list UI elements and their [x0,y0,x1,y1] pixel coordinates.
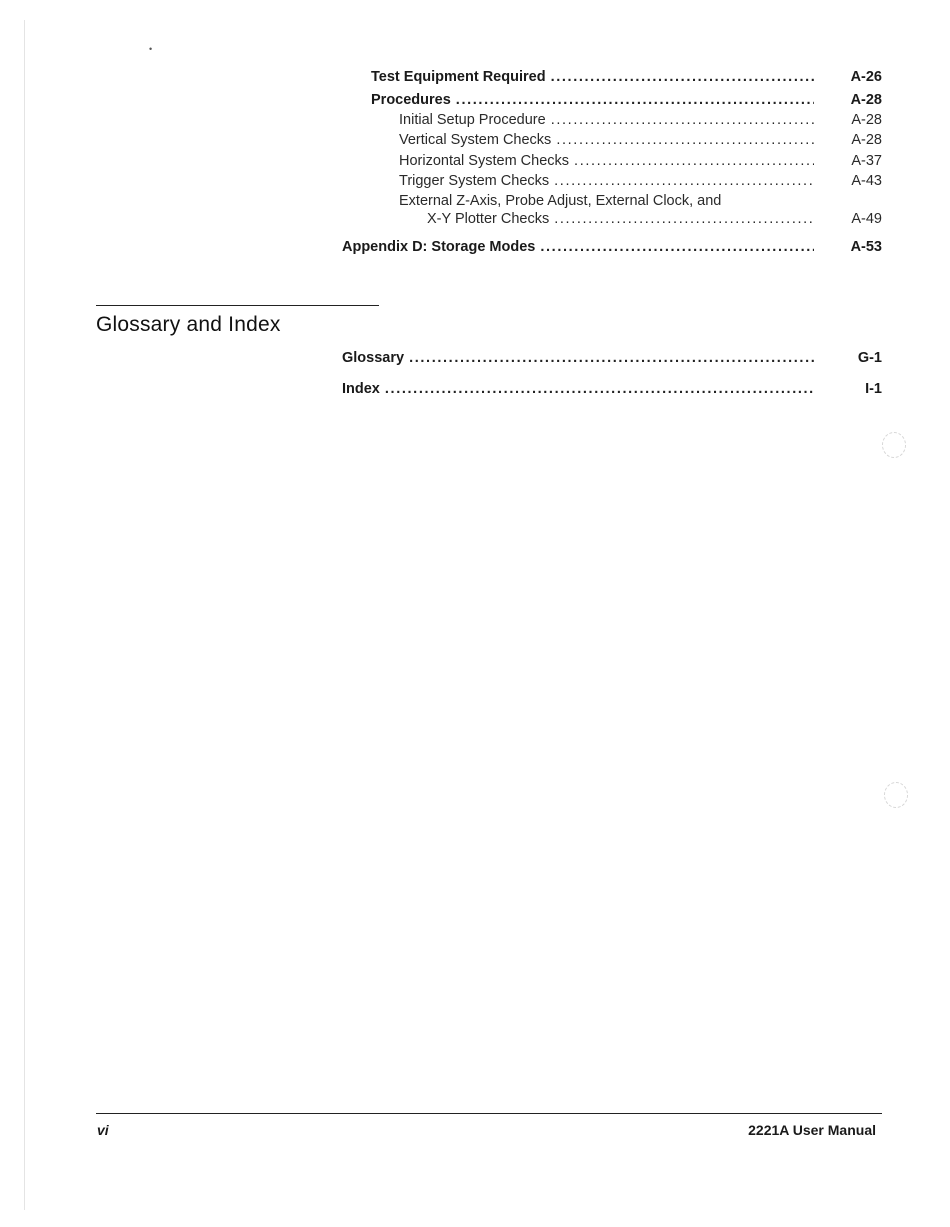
dot-leader [456,92,814,108]
toc-entry-test-equipment[interactable] [371,69,882,85]
punch-hole-mark [882,432,906,458]
toc-entry-page: A-43 [851,173,882,189]
toc-entry-label: X-Y Plotter Checks [427,211,550,227]
dot-leader [551,112,814,128]
section-title: Glossary and Index [96,313,281,336]
toc-entry-external-z-axis[interactable] [427,211,882,227]
punch-hole-mark [884,782,908,808]
dot-leader [556,132,814,148]
toc-entry-trigger-system[interactable] [399,173,882,189]
toc-entry-page: A-28 [851,112,882,128]
toc-entry-label: Test Equipment Required [371,69,546,85]
toc-entry-horizontal-system[interactable] [399,153,882,169]
toc-entry-label: Vertical System Checks [399,132,552,148]
dot-leader [554,173,814,189]
toc-entry-page: A-26 [850,69,882,85]
dot-leader [574,153,814,169]
page-edge-line [24,20,25,1210]
toc-entry-index[interactable] [342,381,882,397]
dot-leader [551,69,814,85]
footer-page-number: vi [97,1122,109,1138]
toc-entry-appendix-d[interactable] [342,239,882,255]
footer-manual-title: 2221A User Manual [748,1122,876,1138]
scan-speck: • [149,44,153,54]
dot-leader [385,381,814,397]
toc-entry-vertical-system[interactable] [399,132,882,148]
dot-leader [540,239,814,255]
toc-entry-page: G-1 [857,350,882,366]
toc-entry-page: A-49 [851,211,882,227]
toc-entry-label: Horizontal System Checks [399,153,570,169]
toc-entry-label: Index [342,381,380,397]
toc-entry-procedures[interactable] [371,92,882,108]
toc-entry-glossary[interactable] [342,350,882,366]
dot-leader [409,350,814,366]
toc-entry-page: I-1 [865,381,882,397]
toc-entry-label: Procedures [371,92,451,108]
toc-entry-label: Initial Setup Procedure [399,112,546,128]
toc-entry-page: A-53 [850,239,882,255]
toc-entry-page: A-37 [851,153,882,169]
footer-divider [96,1113,882,1114]
section-divider [96,305,379,306]
toc-entry-label: Glossary [342,350,405,366]
toc-entry-page: A-28 [851,132,882,148]
toc-entry-initial-setup[interactable] [399,112,882,128]
toc-entry-label: Appendix D: Storage Modes [342,239,536,255]
dot-leader [554,211,814,227]
toc-entry-page: A-28 [850,92,882,108]
toc-entry-label-wrap: External Z-Axis, Probe Adjust, External Clock, and [399,193,722,209]
toc-entry-label: Trigger System Checks [399,173,550,189]
